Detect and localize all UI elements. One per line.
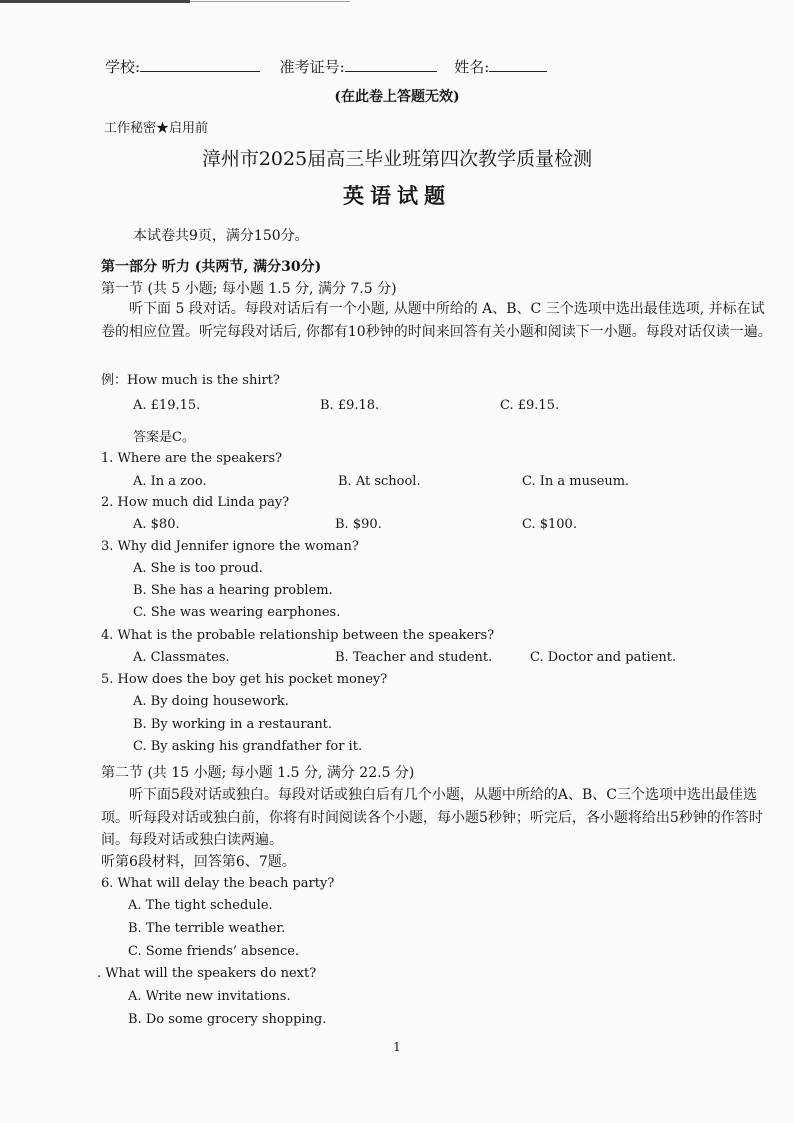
q4-option-b: B. Teacher and student. <box>335 650 493 665</box>
scan-artifact <box>190 1 350 2</box>
scan-artifact <box>0 0 190 3</box>
part1-heading: 第一部分 听力 (共两节, 满分30分) <box>101 259 322 275</box>
q3-option-b: B. She has a hearing problem. <box>133 583 333 598</box>
q2-option-a: A. $80. <box>133 517 180 532</box>
example-answer: 答案是C。 <box>133 430 195 445</box>
exam-title: 漳州市2025届高三毕业班第四次教学质量检测 <box>201 148 593 170</box>
school-field[interactable] <box>140 57 260 72</box>
student-info-line <box>105 56 547 77</box>
example-option-b: B. £9.18. <box>320 398 380 413</box>
section2-heading: 第二节 (共 15 小题; 每小题 1.5 分, 满分 22.5 分) <box>101 765 415 781</box>
q1-option-c: C. In a museum. <box>522 474 630 489</box>
page-number: 1 <box>393 1040 401 1054</box>
confidential-label: 工作秘密★启用前 <box>104 121 209 136</box>
question-3: 3. Why did Jennifer ignore the woman? <box>101 539 359 554</box>
q3-option-a: A. She is too proud. <box>133 561 263 576</box>
q2-option-b: B. $90. <box>335 517 382 532</box>
section1-instructions: 听下面 5 段对话。每段对话后有一个小题, 从题中所给的 A、B、C 三个选项中选出最佳选项, 并标在试卷的相应位置。听完每段对话后, 你都有10秒钟的时间来回答有关小题和阅读下一小题。每段对话仅读一遍。 <box>101 301 772 340</box>
q7-option-a: A. Write new invitations. <box>128 989 291 1004</box>
example-option-a: A. £19.15. <box>133 398 201 413</box>
exam-id-label: 准考证号: <box>279 58 345 76</box>
subject-title: 英语试题 <box>343 183 451 208</box>
q4-option-c: C. Doctor and patient. <box>530 650 677 665</box>
q5-option-b: B. By working in a restaurant. <box>133 717 333 732</box>
question-2: 2. How much did Linda pay? <box>101 495 290 510</box>
question-7: . What will the speakers do next? <box>97 966 317 981</box>
section1-heading: 第一节 (共 5 小题; 每小题 1.5 分, 满分 7.5 分) <box>101 281 397 297</box>
question-1: 1. Where are the speakers? <box>101 451 283 466</box>
example-option-c: C. £9.15. <box>500 398 560 413</box>
q6-option-c: C. Some friends’ absence. <box>128 944 300 959</box>
q3-option-c: C. She was wearing earphones. <box>133 605 341 620</box>
q7-option-b: B. Do some grocery shopping. <box>128 1012 327 1027</box>
q2-option-c: C. $100. <box>522 517 577 532</box>
intro-text: 本试卷共9页，满分150分。 <box>133 228 309 244</box>
no-answer-note: (在此卷上答题无效) <box>334 89 460 105</box>
question-4: 4. What is the probable relationship between the speakers? <box>101 628 495 643</box>
example-question: 例：How much is the shirt? <box>101 373 280 388</box>
name-label: 姓名: <box>454 58 490 76</box>
question-6: 6. What will delay the beach party? <box>101 876 335 891</box>
q6-option-b: B. The terrible weather. <box>128 921 286 936</box>
name-field[interactable] <box>489 57 547 72</box>
school-label: 学校: <box>105 58 141 76</box>
question-5: 5. How does the boy get his pocket money? <box>101 672 388 687</box>
material-6-heading: 听第6段材料，回答第6、7题。 <box>101 854 296 870</box>
section2-instructions: 听下面5段对话或独白。每段对话或独白后有几个小题，从题中所给的A、B、C三个选项中选出最佳选项。听每段对话或独白前，你将有时间阅读各个小题，每小题5秒钟；听完后，各小题将给出5秒钟的作答时间。每段对话或独白读两遍。 <box>101 787 763 848</box>
q5-option-c: C. By asking his grandfather for it. <box>133 739 363 754</box>
q6-option-a: A. The tight schedule. <box>128 898 273 913</box>
q4-option-a: A. Classmates. <box>133 650 230 665</box>
q1-option-a: A. In a zoo. <box>133 474 207 489</box>
exam-id-field[interactable] <box>345 57 437 72</box>
q1-option-b: B. At school. <box>338 474 421 489</box>
q5-option-a: A. By doing housework. <box>133 694 289 709</box>
